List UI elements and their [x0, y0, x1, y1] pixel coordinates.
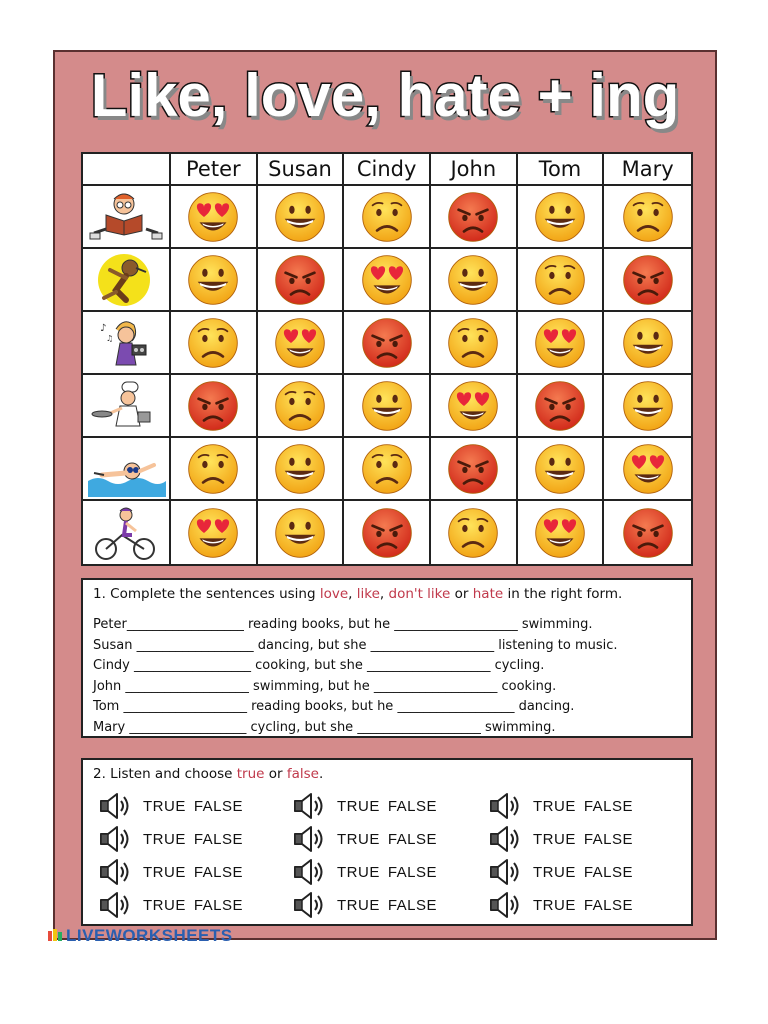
sentence-line[interactable]: John ___________________ swimming, but he ___________________ cooking. — [93, 679, 557, 694]
emoji-cell — [258, 312, 345, 375]
false-option[interactable]: FALSE — [387, 830, 438, 848]
sentence-line[interactable]: Peter__________________ reading books, but he ___________________ swimming. — [93, 617, 593, 632]
false-option[interactable]: FALSE — [193, 863, 244, 881]
emoji-cell — [431, 312, 518, 375]
false-option[interactable]: FALSE — [387, 863, 438, 881]
love-face-icon — [186, 190, 240, 244]
like-face-icon — [446, 253, 500, 307]
true-false-item — [291, 825, 437, 853]
false-option[interactable]: FALSE — [583, 797, 634, 815]
true-false-item — [97, 792, 243, 820]
footer-text: LIVEWORKSHEETS — [66, 926, 233, 945]
emoji-cell — [258, 438, 345, 501]
true-option[interactable]: TRUE — [337, 797, 380, 815]
dislike-face-icon — [186, 442, 240, 496]
activity-dancing-image — [83, 249, 171, 312]
true-option[interactable]: TRUE — [533, 896, 576, 914]
false-option[interactable]: FALSE — [583, 863, 634, 881]
emoji-cell — [431, 249, 518, 312]
footer-brand — [48, 926, 233, 946]
instruction-text: in the right form. — [503, 586, 623, 602]
separator: or — [450, 586, 473, 602]
true-option[interactable]: TRUE — [143, 797, 186, 815]
true-false-item — [291, 792, 437, 820]
emoji-cell — [344, 438, 431, 501]
hate-face-icon — [621, 506, 675, 560]
activity-reading-books-image — [83, 186, 171, 249]
emoji-cell — [344, 501, 431, 564]
emoji-cell — [518, 186, 605, 249]
liveworksheets-logo-icon — [48, 929, 64, 943]
person-header: Susan — [258, 154, 345, 186]
svg-text:♪: ♪ — [100, 322, 107, 334]
swimming-icon — [86, 441, 166, 497]
exercise-1-instruction — [93, 586, 622, 602]
like-face-icon — [533, 442, 587, 496]
cycling-icon — [86, 505, 166, 561]
true-option[interactable]: TRUE — [337, 896, 380, 914]
person-header: Mary — [604, 154, 691, 186]
reading-books-icon — [86, 189, 166, 245]
true-false-item — [291, 891, 437, 919]
love-face-icon — [533, 506, 587, 560]
true-option[interactable]: TRUE — [337, 863, 380, 881]
true-option[interactable]: TRUE — [533, 797, 576, 815]
false-option[interactable]: FALSE — [583, 896, 634, 914]
emoji-cell — [518, 438, 605, 501]
keyword-true: true — [236, 766, 265, 782]
like-face-icon — [621, 379, 675, 433]
true-false-item — [487, 858, 633, 886]
activity-cooking-image — [83, 375, 171, 438]
dancing-icon — [86, 252, 166, 308]
love-face-icon — [186, 506, 240, 560]
true-false-item — [97, 891, 243, 919]
sentence-line[interactable]: Cindy __________________ cooking, but she ___________________ cycling. — [93, 658, 545, 673]
activity-swimming-image — [83, 438, 171, 501]
svg-text:♫: ♫ — [106, 333, 114, 343]
preference-grid — [81, 152, 693, 566]
exercise-1-box — [81, 578, 693, 738]
emoji-cell — [344, 186, 431, 249]
emoji-cell — [258, 249, 345, 312]
emoji-cell — [604, 501, 691, 564]
hate-face-icon — [621, 253, 675, 307]
person-header: Tom — [518, 154, 605, 186]
exercise-2-box — [81, 758, 693, 926]
true-false-item — [291, 858, 437, 886]
speaker-icon[interactable] — [487, 891, 523, 919]
speaker-icon[interactable] — [291, 858, 327, 886]
dislike-face-icon — [273, 379, 327, 433]
false-option[interactable]: FALSE — [387, 797, 438, 815]
speaker-icon[interactable] — [97, 891, 133, 919]
exercise-2-instruction — [93, 766, 323, 782]
emoji-cell — [344, 312, 431, 375]
speaker-icon[interactable] — [291, 792, 327, 820]
true-option[interactable]: TRUE — [143, 830, 186, 848]
keyword-hate: hate — [472, 586, 504, 602]
speaker-icon[interactable] — [291, 825, 327, 853]
hate-face-icon — [273, 253, 327, 307]
separator: , — [379, 586, 389, 602]
true-option[interactable]: TRUE — [143, 896, 186, 914]
false-option[interactable]: FALSE — [387, 896, 438, 914]
dislike-face-icon — [360, 442, 414, 496]
hate-face-icon — [446, 442, 500, 496]
like-face-icon — [273, 442, 327, 496]
dislike-face-icon — [360, 190, 414, 244]
false-option[interactable]: FALSE — [583, 830, 634, 848]
worksheet — [53, 50, 717, 940]
person-header: Peter — [171, 154, 258, 186]
emoji-cell — [518, 375, 605, 438]
hate-face-icon — [533, 379, 587, 433]
emoji-cell — [604, 438, 691, 501]
speaker-icon[interactable] — [487, 792, 523, 820]
love-face-icon — [273, 316, 327, 370]
speaker-icon[interactable] — [487, 825, 523, 853]
true-false-item — [97, 825, 243, 853]
listening-to-music-icon — [86, 315, 166, 371]
emoji-cell — [604, 186, 691, 249]
true-false-item — [487, 825, 633, 853]
true-option[interactable]: TRUE — [533, 863, 576, 881]
person-header: Cindy — [344, 154, 431, 186]
separator: or — [264, 766, 287, 782]
emoji-cell — [171, 249, 258, 312]
emoji-cell — [518, 249, 605, 312]
true-false-item — [487, 891, 633, 919]
like-face-icon — [621, 316, 675, 370]
emoji-cell — [431, 375, 518, 438]
emoji-cell — [344, 375, 431, 438]
false-option[interactable]: FALSE — [193, 830, 244, 848]
emoji-cell — [518, 312, 605, 375]
emoji-cell — [344, 249, 431, 312]
emoji-cell — [604, 312, 691, 375]
instruction-text: 1. Complete the sentences using — [93, 586, 320, 602]
speaker-icon[interactable] — [97, 825, 133, 853]
speaker-icon[interactable] — [97, 792, 133, 820]
love-face-icon — [360, 253, 414, 307]
activity-cycling-image — [83, 501, 171, 564]
keyword-like: like — [356, 586, 380, 602]
like-face-icon — [186, 253, 240, 307]
speaker-icon[interactable] — [487, 858, 523, 886]
dislike-face-icon — [446, 316, 500, 370]
love-face-icon — [446, 379, 500, 433]
instruction-text: 2. Listen and choose — [93, 766, 237, 782]
hate-face-icon — [360, 316, 414, 370]
like-face-icon — [273, 190, 327, 244]
false-option[interactable]: FALSE — [193, 797, 244, 815]
emoji-cell — [171, 375, 258, 438]
emoji-cell — [171, 438, 258, 501]
keyword-false: false — [286, 766, 319, 782]
true-false-item — [97, 858, 243, 886]
emoji-cell — [171, 186, 258, 249]
emoji-cell — [258, 186, 345, 249]
hate-face-icon — [186, 379, 240, 433]
sentence-line[interactable]: Susan __________________ dancing, but she ___________________ listening to music. — [93, 638, 618, 653]
emoji-cell — [518, 501, 605, 564]
speaker-icon[interactable] — [97, 858, 133, 886]
dislike-face-icon — [621, 190, 675, 244]
dislike-face-icon — [533, 253, 587, 307]
emoji-cell — [258, 501, 345, 564]
dislike-face-icon — [186, 316, 240, 370]
emoji-cell — [431, 186, 518, 249]
emoji-cell — [604, 375, 691, 438]
grid-corner — [83, 154, 171, 186]
love-face-icon — [621, 442, 675, 496]
cooking-icon — [86, 378, 166, 434]
emoji-cell — [258, 375, 345, 438]
emoji-cell — [431, 438, 518, 501]
keyword-dont-like: don't like — [388, 586, 451, 602]
page-title: Like, love, hate + ing — [90, 62, 680, 129]
emoji-cell — [431, 501, 518, 564]
false-option[interactable]: FALSE — [193, 896, 244, 914]
hate-face-icon — [446, 190, 500, 244]
instruction-text: . — [319, 766, 324, 782]
keyword-love: love — [319, 586, 349, 602]
true-option[interactable]: TRUE — [337, 830, 380, 848]
like-face-icon — [273, 506, 327, 560]
speaker-icon[interactable] — [291, 891, 327, 919]
sentence-line[interactable]: Mary __________________ cycling, but she ___________________ swimming. — [93, 720, 556, 735]
true-option[interactable]: TRUE — [533, 830, 576, 848]
person-header: John — [431, 154, 518, 186]
emoji-cell — [171, 312, 258, 375]
true-option[interactable]: TRUE — [143, 863, 186, 881]
dislike-face-icon — [446, 506, 500, 560]
love-face-icon — [533, 316, 587, 370]
like-face-icon — [360, 379, 414, 433]
emoji-cell — [171, 501, 258, 564]
hate-face-icon — [360, 506, 414, 560]
separator: , — [348, 586, 357, 602]
activity-listening-to-music-image — [83, 312, 171, 375]
emoji-cell — [604, 249, 691, 312]
sentence-line[interactable]: Tom ___________________ reading books, but he __________________ dancing. — [93, 699, 575, 714]
true-false-item — [487, 792, 633, 820]
like-face-icon — [533, 190, 587, 244]
